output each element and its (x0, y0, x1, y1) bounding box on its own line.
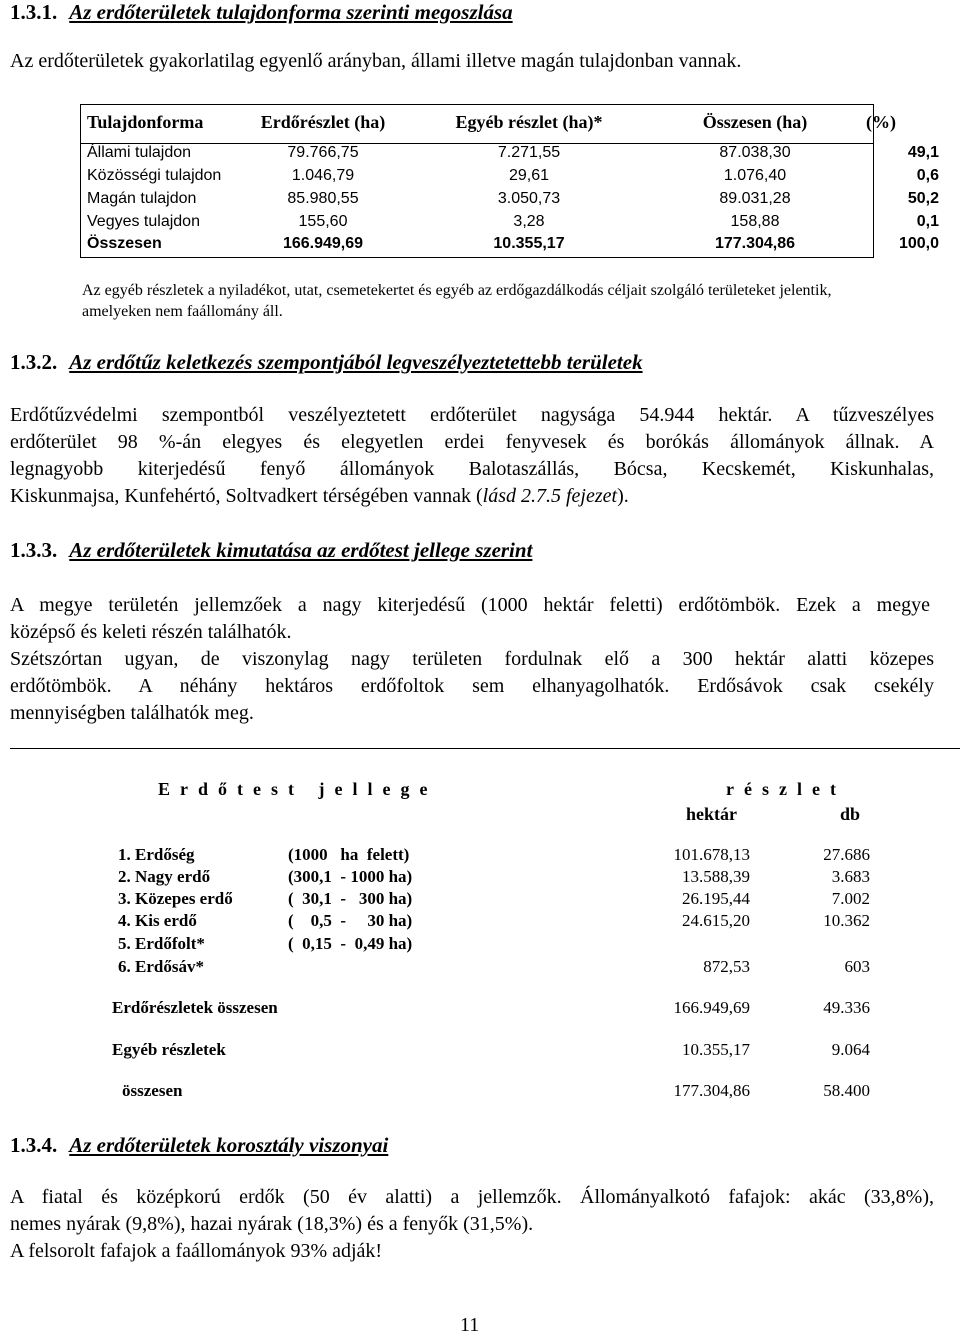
section-134-paragraph (10, 1184, 934, 1265)
cell-value: 3,28 (513, 213, 545, 230)
cell-ha: 10.355,17 (682, 1040, 750, 1059)
cell-db: 27.686 (823, 845, 870, 864)
row-label: Erdőrészletek összesen (112, 998, 278, 1017)
cell-db: 9.064 (831, 1040, 870, 1059)
cell-db: 49.336 (823, 998, 870, 1017)
row-range: (1000 ha felett) (288, 845, 410, 864)
paragraph-line: nemes nyárak (9,8%), hazai nyárak (18,3%) és a fenyők (31,5%). (10, 1213, 534, 1235)
cell-value: 7.271,55 (497, 144, 561, 161)
row-label: 1. Erdőség (118, 845, 195, 864)
cell-percent: 0,1 (916, 213, 939, 230)
table-row (0, 911, 960, 933)
cell-ha: 166.949,69 (673, 998, 750, 1017)
section-number: 1.3.1. (10, 0, 58, 24)
table-row (0, 957, 960, 979)
row-range: ( 0,15 - 0,49 ha) (288, 934, 413, 953)
table-header-left: Erdőtest jellege (158, 779, 438, 799)
row-label: Vegyes tulajdon (87, 213, 200, 230)
chapter-reference: lásd 2.7.5 fejezet (482, 485, 618, 507)
row-range: ( 30,1 - 300 ha) (288, 889, 413, 908)
row-label: Magán tulajdon (87, 190, 197, 207)
table-row (0, 845, 960, 867)
header-cell: Tulajdonforma (87, 112, 204, 132)
table-total-row (0, 998, 960, 1020)
cell-value: 79.766,75 (287, 144, 359, 161)
cell-ha: 101.678,13 (673, 845, 750, 864)
paragraph-line: erdőtömbök. A néhány hektáros erdőfoltok sem elhanyagolhatók. Erdősávok csak csekély (10, 675, 934, 697)
cell-value: 89.031,28 (719, 190, 791, 207)
cell-percent: 0,6 (916, 167, 939, 184)
cell-ha: 24.615,20 (682, 911, 750, 930)
cell-value: 155,60 (298, 213, 348, 230)
column-header-db: db (840, 804, 861, 824)
cell-value: 87.038,30 (719, 144, 791, 161)
header-cell: Összesen (ha) (702, 112, 808, 132)
section-number: 1.3.3. (10, 538, 58, 562)
cell-ha: 13.588,39 (682, 867, 750, 886)
cell-value: 3.050,73 (497, 190, 561, 207)
paragraph-line: erdőterület 98 %-án elegyes és elegyetlen erdei fenyvesek és borókás állományok állnak. A (10, 431, 934, 453)
section-number: 1.3.2. (10, 350, 58, 374)
ownership-table-note: Az egyéb részletek a nyiladékot, utat, csemetekertet és egyéb az erdőgazdálkodás céljait szolgáló területeket jelentik, amelyeken nem faállomány áll. (82, 282, 832, 320)
row-label: Állami tulajdon (87, 144, 192, 161)
section-title: Az erdőterületek tulajdonforma szerinti megoszlása (69, 0, 513, 24)
paragraph-line: mennyiségben találhatók meg. (10, 702, 254, 724)
table-header-right: részlet (726, 779, 846, 799)
header-cell: (%) (866, 112, 896, 132)
cell-value: 177.304,86 (714, 235, 796, 252)
section-131-intro: Az erdőterületek gyakorlatilag egyenlő arányban, állami illetve magán tulajdonban vannak. (10, 50, 742, 72)
row-label: 4. Kis erdő (118, 911, 197, 930)
row-label: 3. Közepes erdő (118, 889, 233, 908)
cell-value: 158,88 (730, 213, 780, 230)
cell-value: 85.980,55 (287, 190, 359, 207)
table-total-row (0, 1040, 960, 1062)
cell-percent: 49,1 (907, 144, 939, 161)
cell-db: 10.362 (823, 911, 870, 930)
row-label: Összesen (87, 235, 162, 252)
paragraph-text: ). (617, 485, 629, 507)
table-row (0, 867, 960, 889)
paragraph-line: középső és keleti részén találhatók. (10, 621, 292, 643)
section-title: Az erdőterületek kimutatása az erdőtest jellege szerint (69, 538, 533, 562)
page-number: 11 (460, 1314, 480, 1336)
header-cell: Egyéb részlet (ha)* (455, 112, 603, 132)
cell-value: 29,61 (508, 167, 550, 184)
header-cell: Erdőrészlet (ha) (260, 112, 386, 132)
cell-value: 1.046,79 (291, 167, 355, 184)
row-range: (300,1 - 1000 ha) (288, 867, 413, 886)
row-label: összesen (122, 1081, 183, 1100)
section-number: 1.3.4. (10, 1133, 58, 1157)
row-label: 2. Nagy erdő (118, 867, 211, 886)
paragraph-line: Erdőtűzvédelmi szempontból veszélyeztetett erdőterület nagysága 54.944 hektár. A tűzveszélyes (10, 404, 934, 426)
section-134-heading (10, 1133, 388, 1158)
table-row (0, 889, 960, 911)
row-range: ( 0,5 - 30 ha) (288, 911, 413, 930)
paragraph-line: Szétszórtan ugyan, de viszonylag nagy területen fordulnak elő a 300 hektár alatti közepes (10, 648, 934, 670)
cell-value: 166.949,69 (282, 235, 364, 252)
section-title: Az erdőtűz keletkezés szempontjából legveszélyeztetettebb területek (69, 350, 643, 374)
table-total-row (0, 1081, 960, 1103)
paragraph-line: A fiatal és középkorú erdők (50 év alatti) a jellemzők. Állományalkotó fafajok: akác (33,8%), (10, 1186, 934, 1208)
table-row (0, 934, 960, 956)
cell-ha: 872,53 (703, 957, 750, 976)
cell-db: 3.683 (831, 867, 870, 886)
paragraph-line: legnagyobb kiterjedésű fenyő állományok Balotaszállás, Bócsa, Kecskemét, Kiskunhalas, (10, 458, 934, 480)
cell-ha: 26.195,44 (682, 889, 750, 908)
row-label: Egyéb részletek (112, 1040, 226, 1059)
cell-value: 1.076,40 (723, 167, 787, 184)
column-header-ha: hektár (686, 804, 737, 824)
section-title: Az erdőterületek korosztály viszonyai (69, 1133, 389, 1157)
cell-ha: 177.304,86 (673, 1081, 750, 1100)
cell-db: 7.002 (831, 889, 870, 908)
paragraph-line: A felsorolt fafajok a faállományok 93% adják! (10, 1240, 383, 1262)
paragraph-line: A megye területén jellemzőek a nagy kiterjedésű (1000 hektár feletti) erdőtömbök. Ezek a megye (10, 594, 930, 616)
paragraph-text: Kiskunmajsa, Kunfehértó, Soltvadkert térségében vannak ( (10, 485, 483, 507)
cell-percent: 100,0 (898, 235, 939, 252)
row-label: 6. Erdősáv* (118, 957, 204, 976)
cell-value: 10.355,17 (493, 235, 565, 252)
row-label: 5. Erdőfolt* (118, 934, 205, 953)
cell-percent: 50,2 (907, 190, 939, 207)
cell-db: 58.400 (823, 1081, 870, 1100)
cell-db: 603 (844, 957, 870, 976)
row-label: Közösségi tulajdon (87, 167, 222, 184)
